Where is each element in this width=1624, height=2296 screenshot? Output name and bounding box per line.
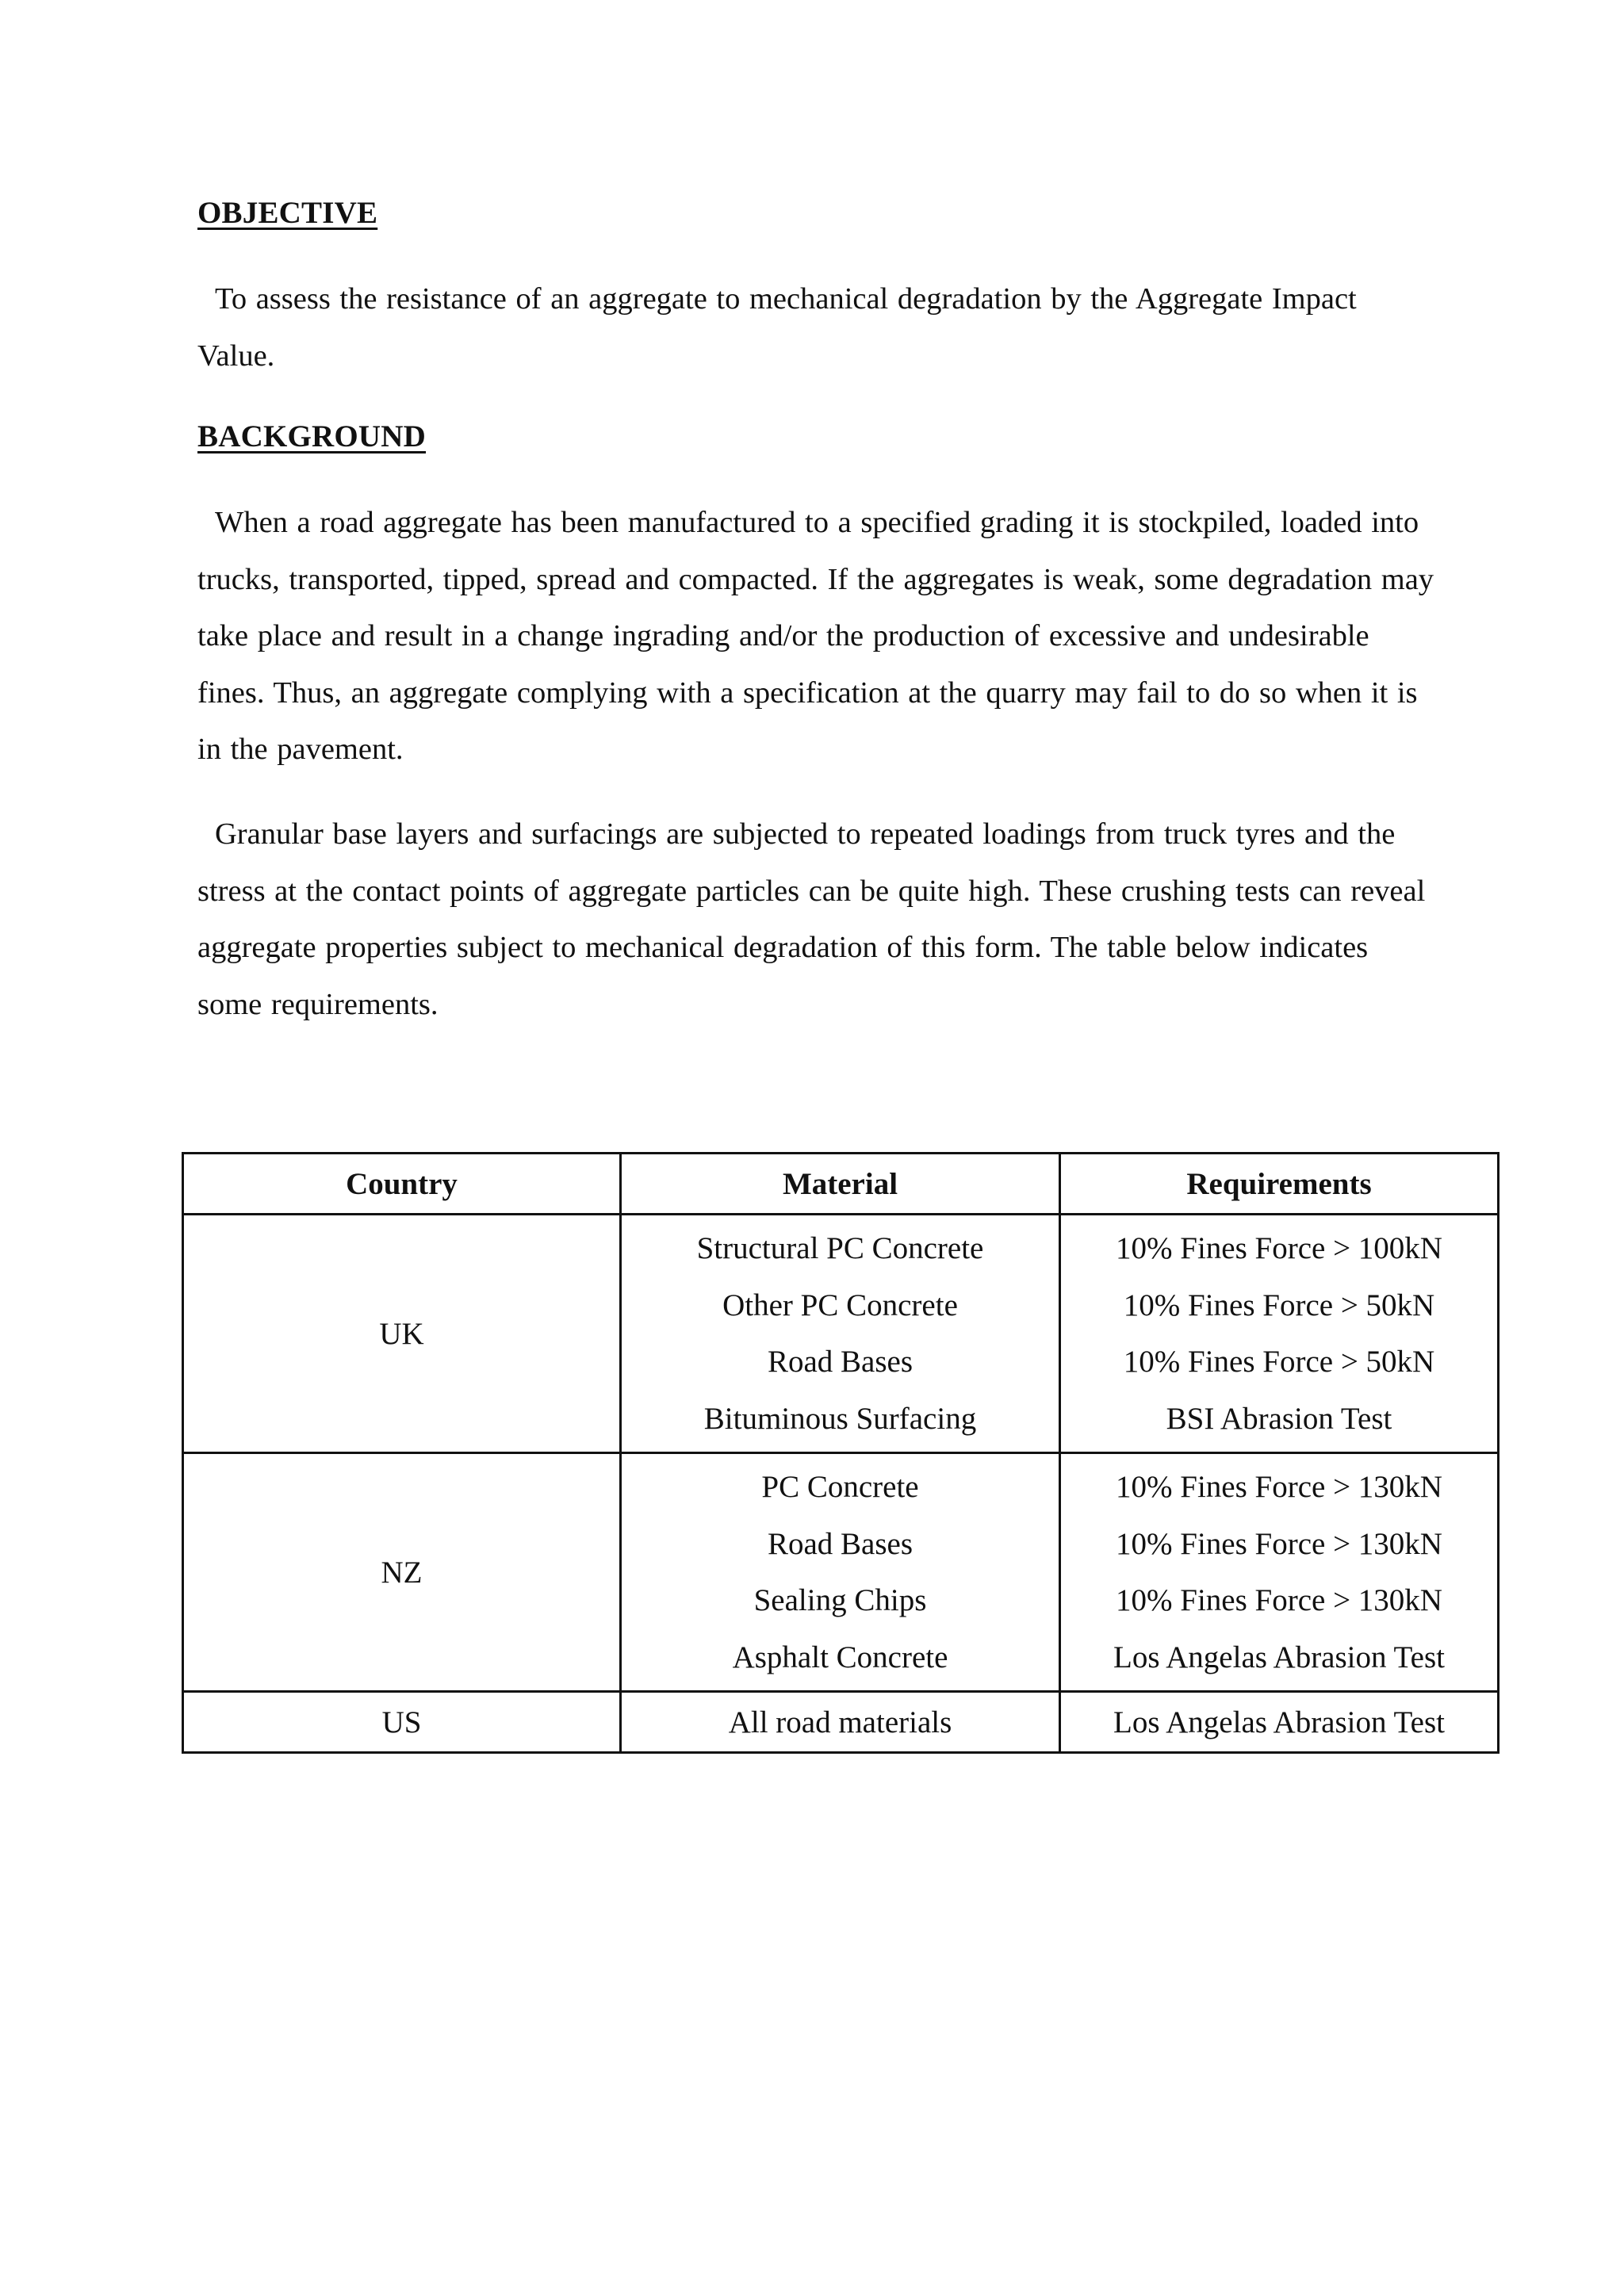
requirements-cell: Los Angelas Abrasion Test [1060, 1692, 1499, 1753]
background-paragraph-1: When a road aggregate has been manufactured to a specified grading it is stockpiled, loaded into trucks, transported, tipped, spread and compacted. If the aggregates is weak, some degradation may take place and result in a change ingrading and/or the production of excessive and undesirable fines. Thus, an aggregate complying with a specification at the quarry may fail to do so when it is in the pavement. [197, 506, 1434, 766]
requirement-item: 10% Fines Force > 50kN [1123, 1345, 1435, 1379]
material-item: Sealing Chips [753, 1583, 927, 1617]
material-item: Road Bases [767, 1526, 914, 1561]
material-cell: All road materials [621, 1692, 1060, 1753]
requirements-cell [1060, 1215, 1499, 1453]
material-item: Bituminous Surfacing [703, 1401, 977, 1436]
objective-text: To assess the resistance of an aggregate to mechanical degradation by the Aggregate Impact Value. [197, 282, 1357, 373]
country-cell: US [183, 1692, 621, 1753]
objective-heading: OBJECTIVE [197, 196, 378, 230]
material-cell [621, 1453, 1060, 1692]
requirements-table [182, 1152, 1500, 1754]
material-item: Asphalt Concrete [732, 1640, 948, 1674]
material-item: Structural PC Concrete [696, 1231, 984, 1265]
table-row-uk [183, 1215, 1499, 1453]
material-cell [621, 1215, 1060, 1453]
requirement-item: 10% Fines Force > 100kN [1116, 1231, 1442, 1265]
requirement-item: 10% Fines Force > 50kN [1123, 1288, 1435, 1322]
background-paragraph-2: Granular base layers and surfacings are subjected to repeated loadings from truck tyres and the stress at the contact points of aggregate particles can be quite high. These crushing tests can reveal aggregate properties subject to mechanical degradation of this form. The table below indicates some requirements. [197, 817, 1426, 1021]
table-row-nz [183, 1453, 1499, 1692]
material-item: Road Bases [767, 1345, 914, 1379]
requirement-item: 10% Fines Force > 130kN [1116, 1526, 1442, 1561]
material-item: Other PC Concrete [722, 1288, 958, 1322]
table-header-row [183, 1154, 1499, 1215]
country-cell: NZ [183, 1453, 621, 1692]
header-requirements: Requirements [1060, 1154, 1499, 1215]
requirements-cell [1060, 1453, 1499, 1692]
requirement-item: 10% Fines Force > 130kN [1116, 1470, 1442, 1504]
country-cell: UK [183, 1215, 621, 1453]
background-heading: BACKGROUND [197, 419, 427, 453]
table-row-us [183, 1692, 1499, 1753]
header-country: Country [183, 1154, 621, 1215]
material-item: PC Concrete [761, 1470, 919, 1504]
requirement-item: 10% Fines Force > 130kN [1116, 1583, 1442, 1617]
header-material: Material [621, 1154, 1060, 1215]
requirement-item: BSI Abrasion Test [1166, 1401, 1392, 1436]
requirement-item: Los Angelas Abrasion Test [1113, 1640, 1445, 1674]
